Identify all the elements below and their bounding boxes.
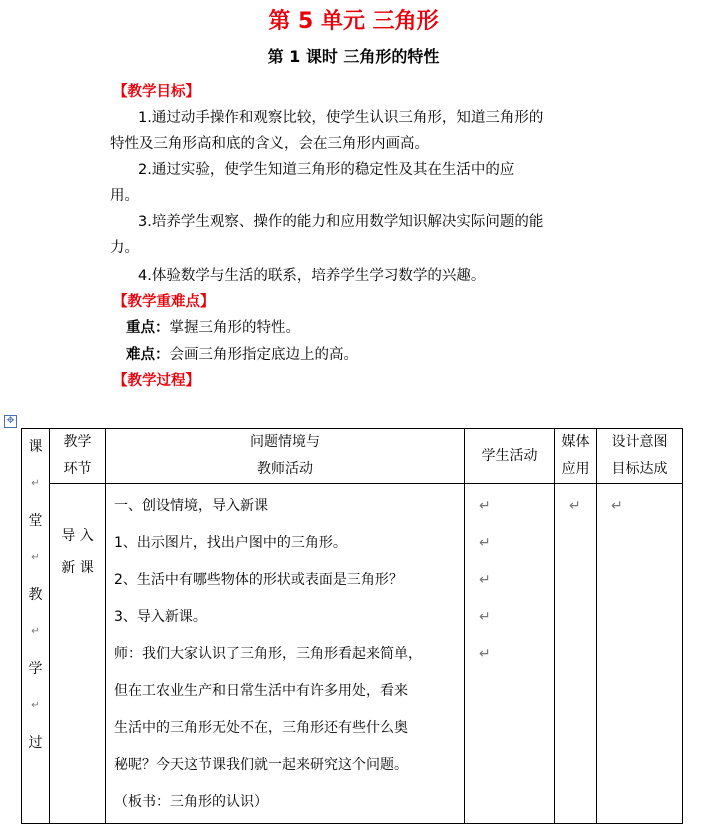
activity-line-6: 但在工农业生产和日常生活中有许多用处，看来 (114, 683, 408, 699)
stage-header: 教学 环节 (50, 429, 106, 484)
side-char-4: 学 (28, 661, 43, 677)
process-heading: 【教学过程】 (113, 373, 200, 389)
table-header-row (22, 429, 683, 484)
stage-line-1: 导 入 (61, 528, 94, 544)
table-move-handle-icon[interactable]: ✥ (4, 415, 17, 428)
activity-line-3: 2、生活中有哪些物体的形状或表面是三角形？ (114, 572, 403, 588)
activity-line-1: 一、创设情境，导入新课 (114, 498, 268, 514)
difficulty-label: 难点： (126, 347, 170, 363)
side-char-3: 教 (28, 587, 43, 603)
design-header: 设计意图 目标达成 (597, 429, 683, 484)
media-cell: ↵ (555, 484, 597, 824)
activity-line-4: 3、导入新课。 (114, 609, 207, 625)
side-char-1: 课 (28, 439, 43, 455)
table-content-row (22, 484, 683, 824)
lesson-title: 第 1 课时 三角形的特性 (267, 47, 440, 66)
activity-line-5: 师：我们大家认识了三角形，三角形看起来简单， (114, 646, 422, 662)
objective-line-1: 1.通过动手操作和观察比较，使学生认识三角形，知道三角形的 (138, 110, 544, 126)
activity-cell (106, 484, 465, 824)
stage-line-2: 新 课 (61, 560, 94, 576)
objective-line-7: 4.体验数学与生活的联系，培养学生学习数学的兴趣。 (138, 268, 486, 284)
key-label: 重点： (126, 320, 170, 336)
key-points-heading: 【教学重难点】 (113, 294, 215, 310)
objectives-heading: 【教学目标】 (113, 84, 200, 100)
activity-line-7: 生活中的三角形无处不在，三角形还有些什么奥 (114, 720, 408, 736)
student-header: 学生活动 (465, 429, 555, 484)
unit-title: 第 5 单元 三角形 (268, 9, 439, 34)
difficulty-text: 会画三角形指定底边上的高。 (169, 347, 358, 363)
activity-line-9: （板书：三角形的认识） (114, 794, 268, 810)
key-point-line (126, 316, 300, 337)
objective-line-3: 2.通过实验，使学生知道三角形的稳定性及其在生活中的应 (138, 162, 515, 178)
lesson-plan-table (21, 428, 683, 824)
side-char-5: 过 (28, 735, 43, 751)
objective-line-4: 用。 (110, 188, 139, 204)
media-header: 媒体 应用 (555, 429, 597, 484)
student-cell: ↵ ↵ ↵ ↵ ↵ (465, 484, 555, 824)
side-label-cell: 课 ↵ 堂 ↵ 教 ↵ 学 ↵ 过 (22, 429, 50, 824)
design-cell: ↵ (597, 484, 683, 824)
key-text: 掌握三角形的特性。 (169, 320, 300, 336)
objective-line-6: 力。 (110, 240, 139, 256)
activity-header: 问题情境与 教师活动 (106, 429, 465, 484)
side-char-2: 堂 (28, 513, 43, 529)
activity-line-2: 1、出示图片，找出户图中的三角形。 (114, 535, 347, 551)
stage-cell (50, 484, 106, 824)
difficulty-line (126, 343, 358, 364)
activity-line-8: 秘呢？今天这节课我们就一起来研究这个问题。 (114, 757, 408, 773)
objective-line-5: 3.培养学生观察、操作的能力和应用数学知识解决实际问题的能 (138, 214, 544, 230)
objective-line-2: 特性及三角形高和底的含义，会在三角形内画高。 (110, 136, 429, 152)
